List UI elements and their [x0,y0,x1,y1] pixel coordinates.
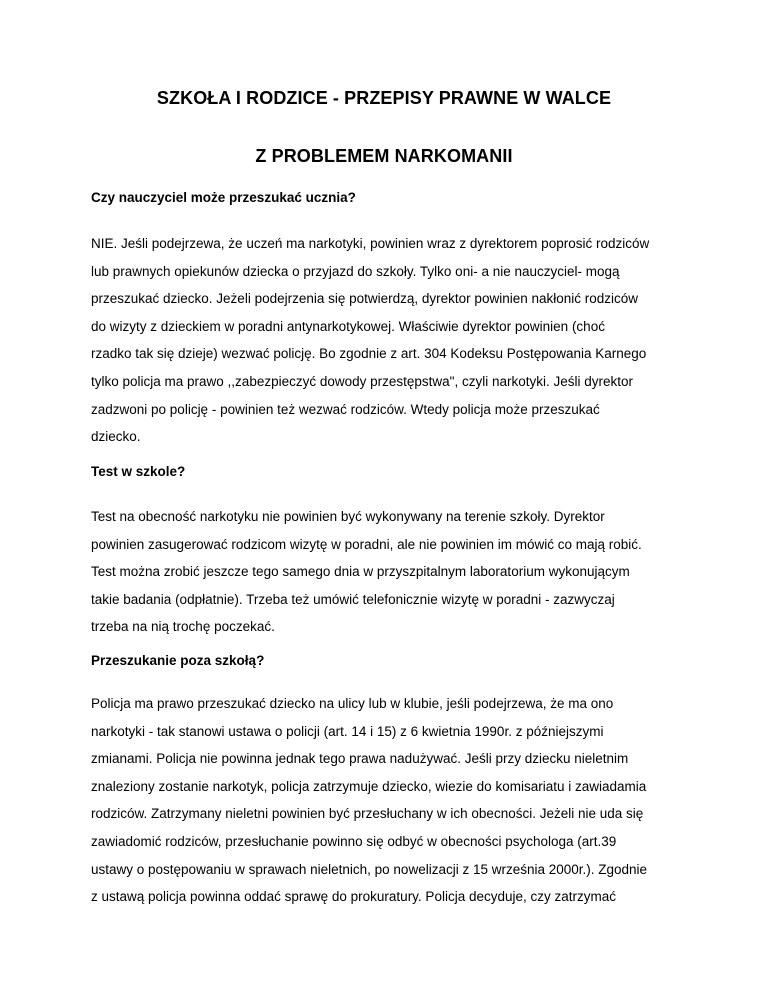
document-title-line-2: Z PROBLEMEM NARKOMANII [255,146,513,166]
paragraph-line: zadzwoni po policję - powinien też wezwać rodziców. Wtedy policja może przeszukać [91,401,600,417]
paragraph-line: znaleziony zostanie narkotyk, policja zatrzymuje dziecko, wiezie do komisariatu i zawiadamia [91,778,647,794]
paragraph-line: zawiadomić rodziców, przesłuchanie powinno się odbyć w obecności psychologa (art.39 [91,833,617,849]
paragraph-line: trzeba na nią trochę poczekać. [91,619,275,635]
section-paragraph-search-outside-school [91,690,691,911]
paragraph-line: powinien zasugerować rodzicom wizytę w poradni, ale nie powinien im mówić co mają robić. [91,536,642,552]
paragraph-line: narkotyki - tak stanowi ustawa o policji (art. 14 i 15) z 6 kwietnia 1990r. z późniejszymi [91,723,604,739]
paragraph-line: zmianami. Policja nie powinna jednak tego prawa nadużywać. Jeśli przy dziecku nieletnim [91,751,629,767]
paragraph-line: do wizyty z dzieckiem w poradni antynarkotykowej. Właściwie dyrektor powinien (choć [91,318,605,334]
paragraph-line: NIE. Jeśli podejrzewa, że uczeń ma narkotyki, powinien wraz z dyrektorem poprosić rodziców [91,236,650,251]
document-title-line-1: SZKOŁA I RODZICE - PRZEPISY PRAWNE W WALCE [156,88,612,108]
section-paragraph-test-at-school [91,503,691,641]
paragraph-line: rodziców. Zatrzymany nieletni powinien być przesłuchany w ich obecności. Jeżeli nie uda się [91,806,644,822]
paragraph-line: dziecko. [91,429,141,445]
paragraph-line: przeszukać dziecko. Jeżeli podejrzenia się potwierdzą, dyrektor powinien nakłonić rodziców [91,291,639,307]
paragraph-line: rzadko tak się dzieje) wezwać policję. Bo zgodnie z art. 304 Kodeksu Postępowania Karnego [91,346,647,362]
paragraph-line: ustawy o postępowaniu w sprawach nieletnich, po nowelizacji z 15 września 2000r.). Zgodnie [91,861,648,877]
paragraph-line: Test można zrobić jeszcze tego samego dnia w przyszpitalnym laboratorium wykonującym [91,564,630,580]
section-heading-search-by-teacher: Czy nauczyciel może przeszukać ucznia? [91,190,356,205]
paragraph-line: takie badania (odpłatnie). Trzeba też umówić telefonicznie wizytę w poradni - zazwyczaj [91,591,615,607]
section-heading-search-outside-school: Przeszukanie poza szkołą? [91,653,265,668]
paragraph-line: z ustawą policja powinna oddać sprawę do prokuratury. Policja decyduje, czy zatrzymać [91,889,617,905]
section-heading-test-at-school: Test w szkole? [91,464,186,479]
paragraph-line: tylko policja ma prawo ,,zabezpieczyć dowody przestępstwa", czyli narkotyki. Jeśli dyrektor [91,373,634,389]
section-paragraph-search-by-teacher [91,230,691,451]
paragraph-line: Policja ma prawo przeszukać dziecko na ulicy lub w klubie, jeśli podejrzewa, że ma ono [91,696,614,711]
paragraph-line: lub prawnych opiekunów dziecka o przyjazd do szkoły. Tylko oni- a nie nauczyciel- mogą [91,263,620,279]
paragraph-line: Test na obecność narkotyku nie powinien być wykonywany na terenie szkoły. Dyrektor [91,509,605,524]
